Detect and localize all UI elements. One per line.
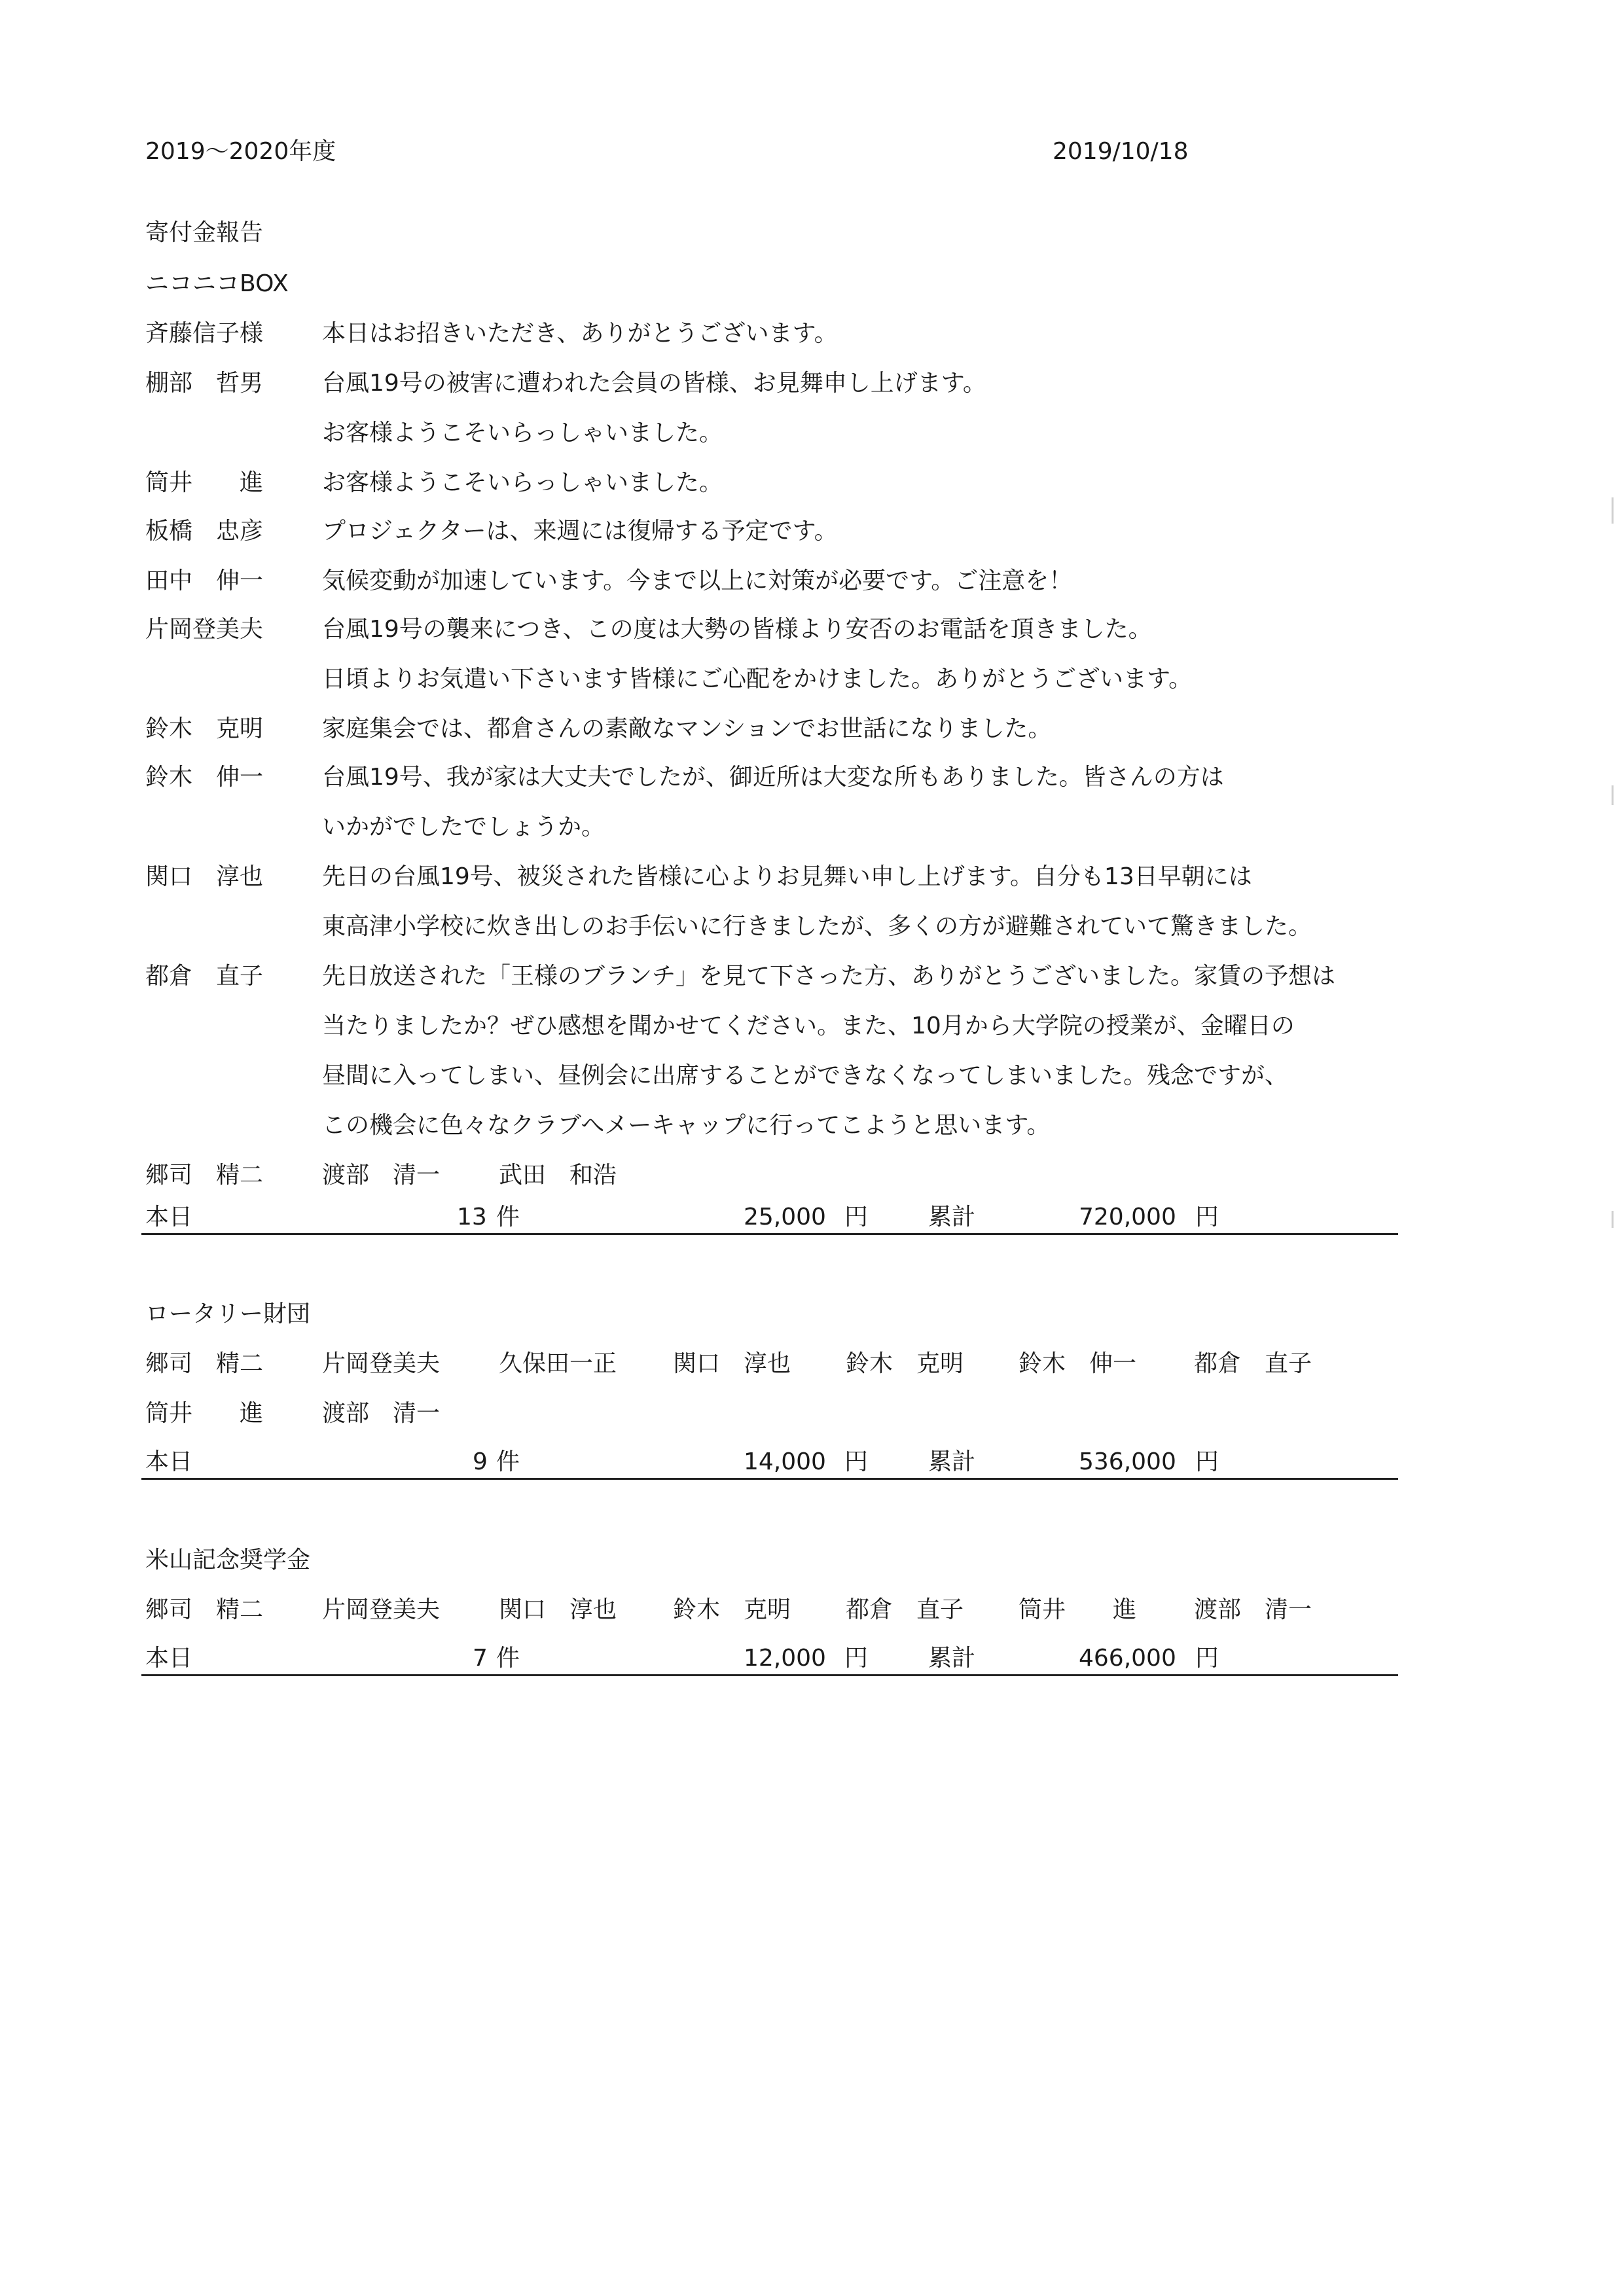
entry-message: 台風19号の襲来につき、この度は大勢の皆様より安否のお電話を頂きました。 <box>322 616 1152 643</box>
niko-section-title: ニコニコBOX <box>145 270 289 297</box>
entry-message: 台風19号の被害に遭われた会員の皆様、お見舞申し上げます。 <box>322 370 986 397</box>
summary-cumulative-unit: 円 <box>1195 1204 1219 1230</box>
summary-amount: 14,000 <box>744 1448 826 1475</box>
summary-cumulative-label: 累計 <box>928 1448 976 1475</box>
entry-message: 先日放送された「王様のブランチ」を見て下さった方、ありがとうございました。家賃の予想は <box>322 963 1336 990</box>
scan-edge-mark <box>1612 497 1614 524</box>
summary-cumulative-unit: 円 <box>1195 1448 1219 1475</box>
summary-amount: 12,000 <box>744 1645 826 1672</box>
entry-name: 鈴木 克明 <box>145 715 264 742</box>
entry-message: プロジェクターは、来週には復帰する予定です。 <box>322 518 838 545</box>
entry-message: 本日はお招きいただき、ありがとうございます。 <box>322 320 838 347</box>
entry-message: いかがでしたでしょうか。 <box>322 814 605 840</box>
report-date: 2019/10/18 <box>1053 138 1189 165</box>
donor-name: 鈴木 克明 <box>673 1596 791 1623</box>
donor-name: 郷司 精二 <box>145 1596 264 1623</box>
summary-amount: 25,000 <box>744 1204 826 1230</box>
summary-count-unit: 件 <box>496 1645 520 1672</box>
niko-summary-underline <box>141 1233 1398 1235</box>
donor-name: 関口 淳也 <box>673 1350 791 1377</box>
rotary-section-title: ロータリー財団 <box>145 1300 311 1327</box>
donor-name: 渡部 清一 <box>322 1162 441 1189</box>
entry-message: 台風19号、我が家は大丈夫でしたが、御近所は大変な所もありました。皆さんの方は <box>322 764 1224 791</box>
donor-name: 渡部 清一 <box>1194 1596 1312 1623</box>
summary-today-label: 本日 <box>145 1204 193 1230</box>
yoneyama-summary-underline <box>141 1674 1398 1676</box>
donor-name: 筒井 進 <box>1019 1596 1137 1623</box>
entry-message: 先日の台風19号、被災された皆様に心よりお見舞い申し上げます。自分も13日早朝には <box>322 863 1252 890</box>
summary-count: 7 <box>473 1645 488 1672</box>
donor-name: 鈴木 克明 <box>846 1350 964 1377</box>
entry-name: 棚部 哲男 <box>145 370 264 397</box>
entry-message: 昼間に入ってしまい、昼例会に出席することができなくなってしまいました。残念ですが、 <box>322 1062 1289 1089</box>
summary-cumulative-amount: 536,000 <box>1079 1448 1176 1475</box>
entry-name: 片岡登美夫 <box>145 616 264 643</box>
fiscal-year: 2019～2020年度 <box>145 138 336 165</box>
entry-name: 田中 伸一 <box>145 567 264 594</box>
report-title: 寄付金報告 <box>145 219 264 246</box>
entry-name: 斉藤信子様 <box>145 320 264 347</box>
donor-name: 関口 淳也 <box>499 1596 617 1623</box>
summary-count-unit: 件 <box>496 1448 520 1475</box>
donor-name: 郷司 精二 <box>145 1162 264 1189</box>
donor-name: 渡部 清一 <box>322 1400 441 1427</box>
entry-name: 筒井 進 <box>145 469 264 496</box>
summary-count-unit: 件 <box>496 1204 520 1230</box>
donor-name: 片岡登美夫 <box>322 1596 441 1623</box>
summary-cumulative-label: 累計 <box>928 1645 976 1672</box>
summary-today-label: 本日 <box>145 1645 193 1672</box>
summary-count: 13 <box>457 1204 487 1230</box>
entry-name: 板橋 忠彦 <box>145 518 264 545</box>
entry-name: 関口 淳也 <box>145 863 264 890</box>
summary-cumulative-amount: 466,000 <box>1079 1645 1176 1672</box>
summary-amount-unit: 円 <box>844 1204 869 1230</box>
entry-message: お客様ようこそいらっしゃいました。 <box>322 420 723 446</box>
entry-name: 鈴木 伸一 <box>145 764 264 791</box>
summary-amount-unit: 円 <box>844 1645 869 1672</box>
entry-name: 都倉 直子 <box>145 963 264 990</box>
donor-name: 都倉 直子 <box>1194 1350 1312 1377</box>
donor-name: 鈴木 伸一 <box>1019 1350 1137 1377</box>
rotary-summary-underline <box>141 1478 1398 1480</box>
entry-message: 東高津小学校に炊き出しのお手伝いに行きましたが、多くの方が避難されていて驚きました。 <box>322 913 1312 940</box>
summary-cumulative-unit: 円 <box>1195 1645 1219 1672</box>
summary-cumulative-label: 累計 <box>928 1204 976 1230</box>
donor-name: 郷司 精二 <box>145 1350 264 1377</box>
yoneyama-section-title: 米山記念奨学金 <box>145 1547 311 1573</box>
summary-count: 9 <box>473 1448 488 1475</box>
entry-message: 日頃よりお気遣い下さいます皆様にご心配をかけました。ありがとうございます。 <box>322 666 1193 692</box>
entry-message: 当たりましたか？ぜひ感想を聞かせてください。また、10月から大学院の授業が、金曜日の <box>322 1013 1295 1039</box>
donor-name: 片岡登美夫 <box>322 1350 441 1377</box>
donor-name: 筒井 進 <box>145 1400 264 1427</box>
donor-name: 久保田一正 <box>499 1350 617 1377</box>
donor-name: 武田 和浩 <box>499 1162 617 1189</box>
scan-edge-mark <box>1612 785 1614 805</box>
summary-amount-unit: 円 <box>844 1448 869 1475</box>
scan-edge-mark <box>1612 1211 1614 1228</box>
entry-message: この機会に色々なクラブへメーキャップに行ってこようと思います。 <box>322 1112 1051 1139</box>
entry-message: 気候変動が加速しています。今まで以上に対策が必要です。ご注意を！ <box>322 567 1073 594</box>
entry-message: お客様ようこそいらっしゃいました。 <box>322 469 723 496</box>
summary-today-label: 本日 <box>145 1448 193 1475</box>
donor-name: 都倉 直子 <box>846 1596 964 1623</box>
summary-cumulative-amount: 720,000 <box>1079 1204 1176 1230</box>
entry-message: 家庭集会では、都倉さんの素敵なマンションでお世話になりました。 <box>322 715 1052 742</box>
